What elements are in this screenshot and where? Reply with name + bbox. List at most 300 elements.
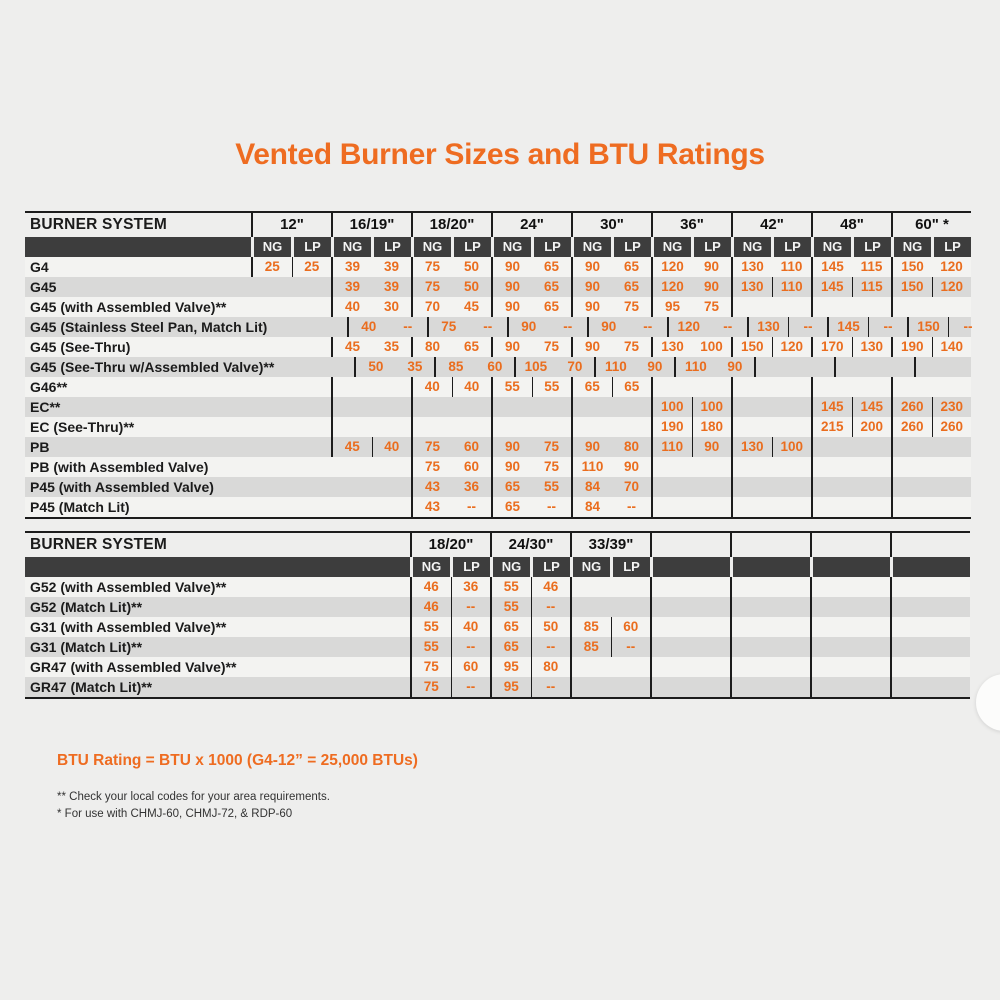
table-header-row [25, 213, 971, 237]
ng-value: 260 [900, 419, 924, 434]
table-row [25, 357, 971, 377]
size-group-cell [251, 397, 331, 417]
lp-value: 50 [531, 617, 571, 637]
size-group-cell [251, 257, 331, 277]
fuel-header-lp: LP [611, 237, 651, 257]
size-group-cell [810, 657, 890, 677]
size-group-cell [811, 477, 891, 497]
lp-value: 90 [647, 359, 663, 374]
size-group-cell [827, 317, 907, 337]
ng-value: 85 [583, 639, 599, 654]
size-group-cell [811, 397, 891, 417]
lp-value: 39 [383, 259, 400, 274]
table-row [25, 437, 971, 457]
lp-value [772, 297, 811, 317]
ng-value [733, 417, 772, 437]
lp-value [691, 677, 730, 697]
size-group-cell [730, 657, 810, 677]
lp-value: 65 [612, 377, 652, 397]
size-group-cell [747, 317, 827, 337]
size-group-cell [410, 577, 490, 597]
lp-value [291, 417, 331, 437]
lp-value: 75 [623, 339, 640, 354]
lp-value [291, 337, 331, 357]
size-group-cell [570, 657, 650, 677]
size-group-cell [891, 437, 971, 457]
lp-value: -- [483, 319, 493, 334]
lp-value: 36 [451, 577, 491, 597]
size-group-cell [731, 457, 811, 477]
lp-value [692, 497, 731, 517]
size-column-header: 18/20" [410, 533, 490, 557]
lp-value: 100 [700, 339, 723, 354]
ng-value: 39 [344, 259, 361, 274]
ng-value [813, 297, 852, 317]
ng-value: 43 [424, 479, 441, 494]
size-group-cell [731, 297, 811, 317]
lp-value [291, 377, 331, 397]
ng-value: 85 [448, 359, 464, 374]
table-row [25, 377, 971, 397]
ng-value: 80 [424, 339, 441, 354]
lp-value: 100 [772, 437, 812, 457]
lp-value [371, 477, 411, 497]
ng-value: 90 [504, 339, 521, 354]
lp-value [772, 497, 811, 517]
table-row [25, 577, 970, 597]
ng-value [893, 377, 932, 397]
ng-value: 95 [503, 659, 519, 674]
size-group-cell [890, 657, 970, 677]
fuel-header-lp: LP [371, 237, 411, 257]
size-group-cell [811, 437, 891, 457]
ng-value: 50 [368, 359, 384, 374]
size-group-cell [891, 477, 971, 497]
lp-value [691, 597, 730, 617]
lp-value: 39 [383, 279, 400, 294]
row-label: G52 (with Assembled Valve)** [30, 579, 227, 595]
ng-value: 90 [504, 439, 521, 454]
size-group-cell [651, 257, 731, 277]
ng-value: 55 [503, 579, 519, 594]
lp-value: 40 [451, 617, 491, 637]
size-group-cell [331, 337, 411, 357]
ng-value: 110 [661, 439, 684, 454]
page-corner-widget-button[interactable] [976, 674, 1000, 731]
table-row [25, 637, 970, 657]
fuel-header-ng: NG [811, 237, 851, 257]
size-group-cell [730, 577, 810, 597]
size-group-cell [650, 617, 730, 637]
lp-value [772, 477, 811, 497]
table-row [25, 477, 971, 497]
size-group-cell [490, 637, 570, 657]
size-group-cell [730, 637, 810, 657]
size-group-cell [490, 677, 570, 697]
lp-value: 120 [932, 277, 972, 297]
ng-value [733, 297, 772, 317]
lp-value: 110 [780, 259, 803, 274]
ng-value [892, 637, 931, 657]
lp-value [852, 377, 891, 397]
lp-value: -- [627, 499, 636, 514]
vented-burner-table-main [25, 211, 971, 519]
size-group-cell [651, 417, 731, 437]
ng-value [733, 377, 772, 397]
size-group-cell [891, 377, 971, 397]
lp-value [291, 297, 331, 317]
fuel-header-lp: LP [291, 237, 331, 257]
footnote-local-codes: ** Check your local codes for your area requirements. [57, 791, 330, 803]
ng-value [812, 637, 851, 657]
lp-value [931, 577, 970, 597]
size-group-cell [251, 477, 331, 497]
size-group-cell [411, 297, 491, 317]
size-group-cell [571, 377, 651, 397]
table-row [25, 657, 970, 677]
lp-value: -- [948, 317, 988, 337]
lp-value [691, 637, 730, 657]
size-group-cell [571, 337, 651, 357]
size-group-cell [411, 457, 491, 477]
size-group-cell [354, 357, 434, 377]
ng-value: 150 [740, 339, 764, 354]
ng-value [331, 477, 371, 497]
ng-value [572, 597, 611, 617]
lp-value: 65 [543, 279, 560, 294]
lp-value: 75 [543, 459, 560, 474]
lp-value [772, 397, 811, 417]
size-group-cell [651, 497, 731, 517]
fuel-header-empty [810, 557, 890, 577]
ng-value [732, 677, 771, 697]
ng-value [251, 377, 291, 397]
size-group-cell [491, 297, 571, 317]
size-group-cell [651, 437, 731, 457]
size-group-cell [890, 617, 970, 637]
table-row [25, 257, 971, 277]
ng-value [813, 457, 852, 477]
fuel-header-lp: LP [610, 557, 650, 577]
ng-value: 90 [584, 339, 601, 354]
size-group-cell [411, 377, 491, 397]
size-group-cell [251, 457, 331, 477]
size-group-cell [891, 277, 971, 297]
size-column-header [810, 533, 890, 557]
size-group-cell [411, 257, 491, 277]
ng-value: 215 [820, 419, 844, 434]
size-group-cell [810, 637, 890, 657]
fuel-header-ng: NG [490, 557, 530, 577]
ng-value [813, 437, 852, 457]
ng-value: 65 [503, 639, 519, 654]
ng-value: 45 [344, 339, 361, 354]
size-group-cell [571, 497, 651, 517]
size-group-cell [811, 457, 891, 477]
ng-value: 110 [581, 459, 604, 474]
lp-value [875, 357, 914, 377]
size-column-header [730, 533, 810, 557]
size-group-cell [651, 457, 731, 477]
lp-value: 120 [940, 259, 963, 274]
lp-value: -- [403, 319, 413, 334]
lp-value: 65 [543, 259, 560, 274]
lp-value [611, 657, 650, 677]
lp-value [452, 397, 491, 417]
size-group-cell [571, 277, 651, 297]
ng-value [653, 497, 692, 517]
size-group-cell [731, 477, 811, 497]
lp-value: -- [451, 677, 491, 697]
ng-value: 90 [584, 439, 601, 454]
lp-value: 90 [727, 359, 743, 374]
ng-value [812, 677, 851, 697]
size-group-cell [651, 277, 731, 297]
lp-value [851, 677, 890, 697]
lp-value: 200 [852, 417, 892, 437]
lp-value [932, 437, 971, 457]
size-group-cell [891, 297, 971, 317]
ng-value: 145 [820, 399, 844, 414]
ng-value: 65 [504, 499, 521, 514]
size-group-cell [410, 657, 490, 677]
lp-value: 70 [623, 479, 640, 494]
ng-value: 39 [344, 279, 361, 294]
ng-value [812, 597, 851, 617]
lp-value [852, 497, 891, 517]
fuel-header-ng: NG [570, 557, 610, 577]
ng-value [892, 597, 931, 617]
lp-value: 46 [531, 577, 571, 597]
size-group-cell [587, 317, 667, 337]
size-group-cell [570, 637, 650, 657]
size-group-cell [811, 257, 891, 277]
size-group-cell [347, 317, 427, 337]
lp-value: 36 [463, 479, 480, 494]
row-label: P45 (with Assembled Valve) [30, 479, 214, 495]
size-group-cell [571, 477, 651, 497]
ng-value: 90 [504, 459, 521, 474]
lp-value [372, 397, 411, 417]
ng-value [251, 297, 291, 317]
lp-value [772, 457, 811, 477]
table-row [25, 457, 971, 477]
size-group-cell [411, 477, 491, 497]
ng-value [653, 377, 692, 397]
ng-value: 170 [820, 339, 844, 354]
row-label: G45 (Stainless Steel Pan, Match Lit) [30, 319, 268, 335]
fuel-header-ng: NG [731, 237, 771, 257]
lp-value: 50 [463, 279, 480, 294]
lp-value: -- [643, 319, 653, 334]
size-group-cell [650, 597, 730, 617]
size-group-cell [811, 417, 891, 437]
fuel-header-ng: NG [410, 557, 450, 577]
ng-value [813, 497, 852, 517]
size-group-cell [331, 297, 411, 317]
row-label: G45 (See-Thru) [30, 339, 131, 355]
lp-value: 40 [372, 437, 412, 457]
size-group-cell [810, 677, 890, 697]
ng-value [733, 477, 772, 497]
ng-value: 45 [344, 439, 360, 454]
lp-value [932, 377, 971, 397]
fuel-header-ng: NG [251, 237, 291, 257]
size-group-cell [650, 657, 730, 677]
ng-value [333, 397, 372, 417]
lp-value: 55 [543, 479, 560, 494]
lp-value: -- [531, 677, 571, 697]
ng-value: 90 [504, 279, 521, 294]
size-group-cell [651, 397, 731, 417]
size-group-cell [411, 277, 491, 297]
lp-value [771, 577, 810, 597]
ng-value: 40 [344, 299, 361, 314]
ng-value: 120 [677, 319, 701, 334]
vented-burner-table-secondary [25, 531, 970, 699]
size-group-cell [507, 317, 587, 337]
footnote-for-use-with: * For use with CHMJ-60, CHMJ-72, & RDP-60 [57, 808, 293, 820]
ng-value [333, 377, 372, 397]
table-row [25, 617, 970, 637]
fuel-header-lp: LP [531, 237, 571, 257]
ng-value: 95 [503, 679, 519, 694]
row-label: G45 (See-Thru w/Assembled Valve)** [30, 359, 275, 375]
lp-value [611, 597, 650, 617]
ng-value: 95 [664, 299, 681, 314]
lp-value: 115 [852, 277, 892, 297]
fuel-header-lp: LP [931, 237, 971, 257]
ng-value [652, 577, 691, 597]
ng-value: 110 [604, 359, 627, 374]
lp-value [932, 497, 971, 517]
size-column-header: 60" * [891, 213, 971, 237]
lp-value [931, 637, 970, 657]
ng-value [892, 577, 931, 597]
btu-rating-note: BTU Rating = BTU x 1000 (G4-12” = 25,000 BTUs) [57, 752, 418, 769]
lp-value: 75 [623, 299, 640, 314]
fuel-header-lp: LP [451, 237, 491, 257]
size-group-cell [810, 617, 890, 637]
size-group-cell [491, 397, 571, 417]
size-group-cell [651, 477, 731, 497]
ng-value: 130 [661, 339, 684, 354]
ng-value: 75 [424, 439, 441, 454]
ng-value [572, 677, 611, 697]
size-group-cell [810, 597, 890, 617]
ng-value: 55 [423, 619, 439, 634]
lp-value: 145 [852, 397, 892, 417]
size-group-cell [267, 317, 347, 337]
size-group-cell [274, 357, 354, 377]
ng-value: 260 [900, 399, 924, 414]
lp-value [692, 457, 731, 477]
fuel-header-empty [730, 557, 810, 577]
size-group-cell [890, 597, 970, 617]
size-group-cell [491, 437, 571, 457]
size-group-cell [251, 497, 331, 517]
size-column-header: 18/20" [411, 213, 491, 237]
lp-value [932, 457, 971, 477]
size-group-cell [651, 337, 731, 357]
lp-value [371, 457, 411, 477]
lp-value: 75 [543, 439, 560, 454]
fuel-header-empty [890, 557, 970, 577]
lp-value: 90 [703, 259, 720, 274]
lp-value: -- [451, 637, 491, 657]
size-group-cell [811, 297, 891, 317]
lp-value [307, 317, 347, 337]
size-group-cell [410, 637, 490, 657]
lp-value: 65 [463, 339, 480, 354]
size-group-cell [731, 397, 811, 417]
lp-value [291, 437, 331, 457]
ng-value [331, 457, 371, 477]
row-label: EC** [30, 399, 61, 415]
ng-value: 75 [423, 659, 439, 674]
ng-value: 120 [661, 279, 684, 294]
lp-value [532, 417, 571, 437]
ng-value [572, 657, 611, 677]
size-group-cell [331, 257, 411, 277]
lp-value: 80 [623, 439, 640, 454]
lp-value [611, 677, 650, 697]
size-group-cell [891, 257, 971, 277]
ng-value [251, 397, 291, 417]
table-row [25, 317, 971, 337]
ng-value [652, 637, 691, 657]
row-label: PB [30, 439, 50, 455]
fuel-header-ng: NG [891, 237, 931, 257]
fuel-header-corner-bar [25, 557, 410, 577]
lp-value [452, 417, 491, 437]
fuel-header-ng: NG [331, 237, 371, 257]
size-group-cell [570, 617, 650, 637]
size-group-cell [490, 577, 570, 597]
table-row [25, 397, 971, 417]
size-group-cell [891, 457, 971, 477]
ng-value [652, 617, 691, 637]
lp-value: 180 [692, 417, 732, 437]
lp-value [851, 577, 890, 597]
size-group-cell [651, 377, 731, 397]
fuel-header-ng: NG [491, 237, 531, 257]
lp-value [795, 357, 834, 377]
fuel-header-lp: LP [771, 237, 811, 257]
ng-value: 75 [424, 279, 441, 294]
lp-value: -- [451, 597, 491, 617]
lp-value: -- [868, 317, 908, 337]
ng-value [251, 337, 291, 357]
lp-value: -- [531, 597, 571, 617]
row-label: G45 (with Assembled Valve)** [30, 299, 227, 315]
size-group-cell [731, 417, 811, 437]
lp-value: -- [547, 499, 556, 514]
row-label: P45 (Match Lit) [30, 499, 130, 515]
lp-value: 90 [692, 437, 732, 457]
size-group-cell [331, 497, 411, 517]
ng-value [573, 417, 612, 437]
lp-value: 40 [452, 377, 492, 397]
ng-value [251, 437, 291, 457]
ng-value: 84 [584, 479, 601, 494]
size-group-cell [674, 357, 754, 377]
fuel-header-ng: NG [651, 237, 691, 257]
ng-value [732, 617, 771, 637]
ng-value [652, 657, 691, 677]
ng-value [572, 577, 611, 597]
fuel-header-empty [650, 557, 730, 577]
